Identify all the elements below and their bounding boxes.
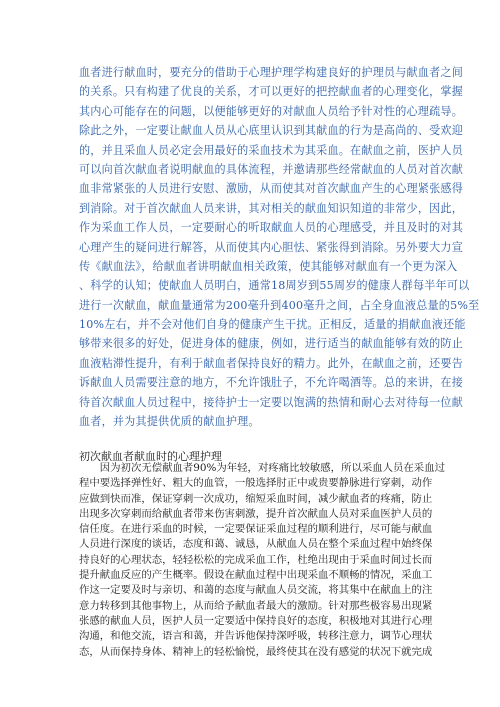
text-line: 意力转移到其他事物上，从而给予献血者最大的激励。针对那些极容易出现紧 [79, 599, 433, 612]
text-line: 够带来很多的好处，促进身体的健康，例如，进行适当的献血能够有效的防止 [79, 337, 463, 351]
text-line: 到消除。对于首次献血人员来讲，其对相关的献血知识知道的非常少，因此， [79, 201, 463, 215]
text-line: 血液粘滞性提升，有利于献血者保持良好的精力。此外，在献血之前，还要告 [79, 356, 463, 370]
text-line: 血非常紧张的人员进行安慰、激励，从而使其对首次献血产生的心理紧张感得 [79, 182, 463, 196]
text-line: 态，从而保持身体、精神上的轻松愉悦，最终使其在没有感觉的状况下就完成 [79, 645, 433, 658]
text-line: 沟通，和他交流，语言和蔼，并告诉他保持深呼吸，转移注意力，调节心理状 [79, 630, 433, 643]
text-line: 持良好的心理状态，轻轻松松的完成采血工作，杜绝出现由于采血时间过长而 [79, 553, 433, 566]
text-line: 的关系。只有构建了优良的关系，才可以更好的把控献血者的心理变化，掌握 [79, 85, 463, 99]
text-line: 诉献血人员需要注意的地方，不允许饿肚子，不允许喝酒等。总的来讲，在接 [79, 376, 463, 390]
section-heading: 初次献血者献血时的心理护理 [79, 450, 222, 463]
text-line: 因为初次无偿献血者90%为年轻，对疼痛比较敏感，所以采血人员在采血过 [79, 462, 445, 474]
text-line: 、科学的认知；使献血人员明白，通常18周岁到55周岁的健康人群每半年可以 [79, 279, 470, 293]
text-line: 作为采血工作人员，一定要耐心的听取献血人员的心理感受，并且及时的对其 [79, 221, 463, 235]
text-line: 提升献血反应的产生概率。假设在献血过程中出现采血不顺畅的情况，采血工 [79, 569, 433, 582]
text-line: 张感的献血人员，医护人员一定要适中保持良好的态度，积极地对其进行心理 [79, 614, 433, 627]
text-line: 程中要选择弹性好、粗大的血管，一般选择肘正中或贵要静脉进行穿刺，动作 [79, 477, 433, 490]
text-line: 10%左右，并不会对他们自身的健康产生干扰。正相反，适量的捐献血液还能 [79, 318, 466, 332]
text-line: 出现多次穿刺而给献血者带来伤害刺激，提升首次献血人员对采血医护人员的 [79, 507, 433, 520]
text-line: 除此之外，一定要让献血人员从心底里认识到其献血的行为是高尚的、受欢迎 [79, 124, 463, 138]
text-line: 待首次献血人员过程中，接待护士一定要以饱满的热情和耐心去对待每一位献 [79, 395, 463, 409]
text-line: 的，并且采血人员必定会用最好的采血技术为其采血。在献血之前，医护人员 [79, 143, 463, 157]
text-line: 其内心可能存在的问题，以便能够更好的对献血人员给予针对性的心理疏导。 [79, 104, 463, 118]
text-line: 可以向首次献血者说明献血的具体流程，并邀请那些经常献血的人员对首次献 [79, 162, 463, 176]
text-line: 血者进行献血时，要充分的借助于心理护理学构建良好的护理员与献血者之间 [79, 66, 463, 79]
intro-paragraph [79, 63, 480, 431]
text-line: 信任度。在进行采血的时候，一定要保证采血过程的顺利进行，尽可能与献血 [79, 523, 433, 536]
text-line: 心理产生的疑问进行解答，从而使其内心胆怯、紧张得到消除。另外要大力宣 [79, 240, 463, 254]
text-line: 应做到快而准，保证穿刺一次成功，缩短采血时间，减少献血者的疼痛，防止 [79, 492, 433, 505]
text-line: 作这一定要及时与亲切、和蔼的态度与献血人员交流，将其集中在献血上的注 [79, 584, 433, 597]
text-line: 进行一次献血，献血量通常为200毫升到400毫升之间，占全身血液总量的5%至 [79, 298, 480, 312]
text-line: 血者，并为其提供优质的献血护理。 [79, 415, 260, 429]
text-line: 人员进行深度的谈话，态度和蔼、诚恳，从献血人员在整个采血过程中始终保 [79, 538, 433, 551]
body-paragraph [79, 461, 445, 660]
text-line: 传《献血法》，给献血者讲明献血相关政策，使其能够对献血有一个更为深入 [79, 259, 458, 273]
